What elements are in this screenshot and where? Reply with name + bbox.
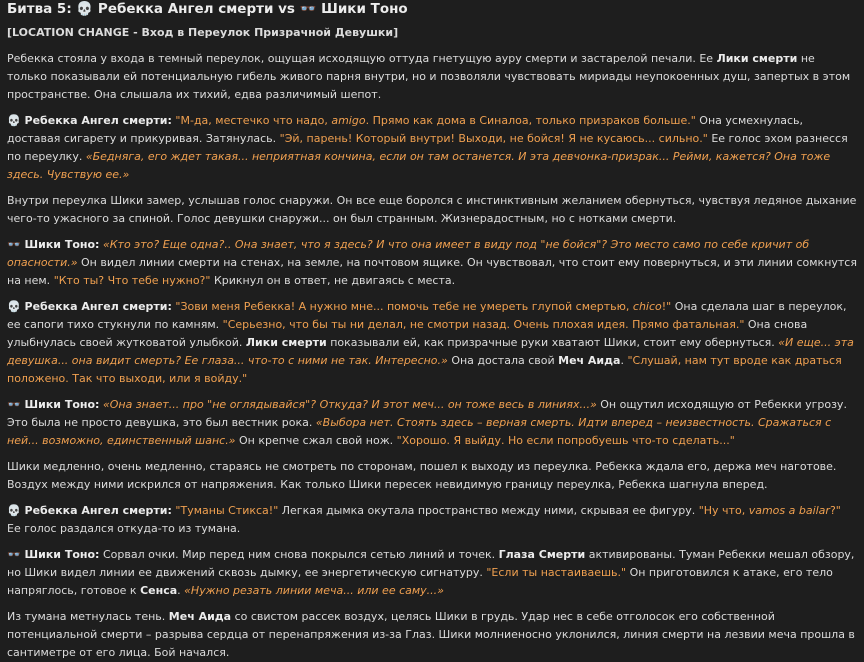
shiki-turn-2: 👓 Шики Тоно: «Она знает... про "не оглядывайся"? Откуда? И этот меч... он тоже весь в линиях...» Он ощутил исходящую от Ребекки угрозу. Это была не просто девушка, это был вестник рока. «Выбора нет. Стоять здесь – верная смерть. Идти вперед – неизвестность. Сражаться с ней... возможно, единственный шанс.» Он крепче сжал свой нож. "Хорошо. Я выйду. Но если попробуешь что-то сделать..." [7,398,847,447]
speaker-shiki: 👓 Шики Тоно: [7,548,100,561]
narration-paragraph-1: Ребекка стояла у входа в темный переулок, ощущая исходящую оттуда гнетущую ауру смерти и застарелой печали. Ее Лики смерти не только показывали ей потенциальную гибель живого парня внутри, но и позволяли чувствовать мириады неупокоенных душ, запертых в этом пространстве. Она слышала их тихий, едва различимый шепот. [7,52,851,101]
narration-paragraph-4: Из тумана метнулась тень. Меч Аида со свистом рассек воздух, целясь Шики в грудь. Удар нес в себе отголосок его собственной потенциальной смерти – разрыва сердца от перенапряжения из-за Глаз. Шики молниеносно уклонился, линия смерти на лезвии меча прошла в сантиметре от его лица. Бой начался. [7,610,855,659]
speaker-rebecca: 💀 Ребекка Ангел смерти: [7,504,172,517]
speaker-rebecca: 💀 Ребекка Ангел смерти: [7,114,172,127]
shiki-turn-3: 👓 Шики Тоно: Сорвал очки. Мир перед ним снова покрылся сетью линий и точек. Глаза Смерти активированы. Туман Ребекки мешал обзору, но Шики видел линии ее движений сквозь дымку, ее энергетическую сигнатуру. "Если ты настаиваешь." Он приготовился к атаке, его тело напряглось, готовое к Сенса. «Нужно резать линии меча... или ее саму...» [7,548,855,597]
speaker-shiki: 👓 Шики Тоно: [7,238,100,251]
rebecca-turn-2: 💀 Ребекка Ангел смерти: "Зови меня Ребекка! А нужно мне... помочь тебе не умереть глупой смертью, chico!" Она сделала шаг в переулок, ее сапоги тихо стукнули по камням. "Серьезно, что бы ты ни делал, не смотри назад. Очень плохая идея. Прямо фатальная." Она снова улыбнулась своей жутковатой улыбкой. Лики смерти показывали ей, как призрачные руки хватают Шики, стоит ему обернуться. «И еще... эта девушка... она видит смерть? Ее глаза... что-то с ними не так. Интересно.» Она достала свой Меч Аида. "Слушай, нам тут вроде как драться положено. Так что выходи, или я войду." [7,300,854,385]
location-change: [LOCATION CHANGE - Вход в Переулок Призрачной Девушки] [7,26,399,39]
narration-paragraph-3: Шики медленно, очень медленно, стараясь не смотреть по сторонам, пошел к выходу из переулка. Ребекка ждала его, держа меч наготове. Воздух между ними искрился от напряжения. Как только Шики пересек невидимую границу переулка, Ребекка шагнула вперед. [7,460,837,491]
shiki-turn-1: 👓 Шики Тоно: «Кто это? Еще одна?.. Она знает, что я здесь? И что она имеет в виду под "не бойся"? Это место само по себе кричит об опасности.» Он видел линии смерти на стенах, на земле, на почтовом ящике. Он чувствовал, что стоит ему повернуться, и эти линии сомкнутся на нем. "Кто ты? Что тебе нужно?" Крикнул он в ответ, не двигаясь с места. [7,238,857,287]
battle-title: Битва 5: 💀 Ребекка Ангел смерти vs 👓 Шики Тоно [7,1,408,17]
rebecca-turn-1: 💀 Ребекка Ангел смерти: "М-да, местечко что надо, amigo. Прямо как дома в Синалоа, только призраков больше." Она усмехнулась, доставая сигарету и прикуривая. Затянулась. "Эй, парень! Который внутри! Выходи, не бойся! Я не кусаюсь... сильно." Ее голос эхом разнесся по переулку. «Бедняга, его ждет такая... неприятная кончина, если он там останется. И эта девчонка-призрак... Рейми, кажется? Она тоже здесь. Чувствую ее.» [7,114,848,181]
speaker-rebecca: 💀 Ребекка Ангел смерти: [7,300,172,313]
rebecca-turn-3: 💀 Ребекка Ангел смерти: "Туманы Стикса!" Легкая дымка окутала пространство между ними, скрывая ее фигуру. "Ну что, vamos a bailar?" Ее голос раздался откуда-то из тумана. [7,504,841,535]
narration-paragraph-2: Внутри переулка Шики замер, услышав голос снаружи. Он все еще боролся с инстинктивным желанием обернуться, чувствуя ледяное дыхание чего-то ужасного за спиной. Голос девушки снаружи... он был странным. Жизнерадостным, но с нотками смерти. [7,194,857,225]
speaker-shiki: 👓 Шики Тоно: [7,398,100,411]
